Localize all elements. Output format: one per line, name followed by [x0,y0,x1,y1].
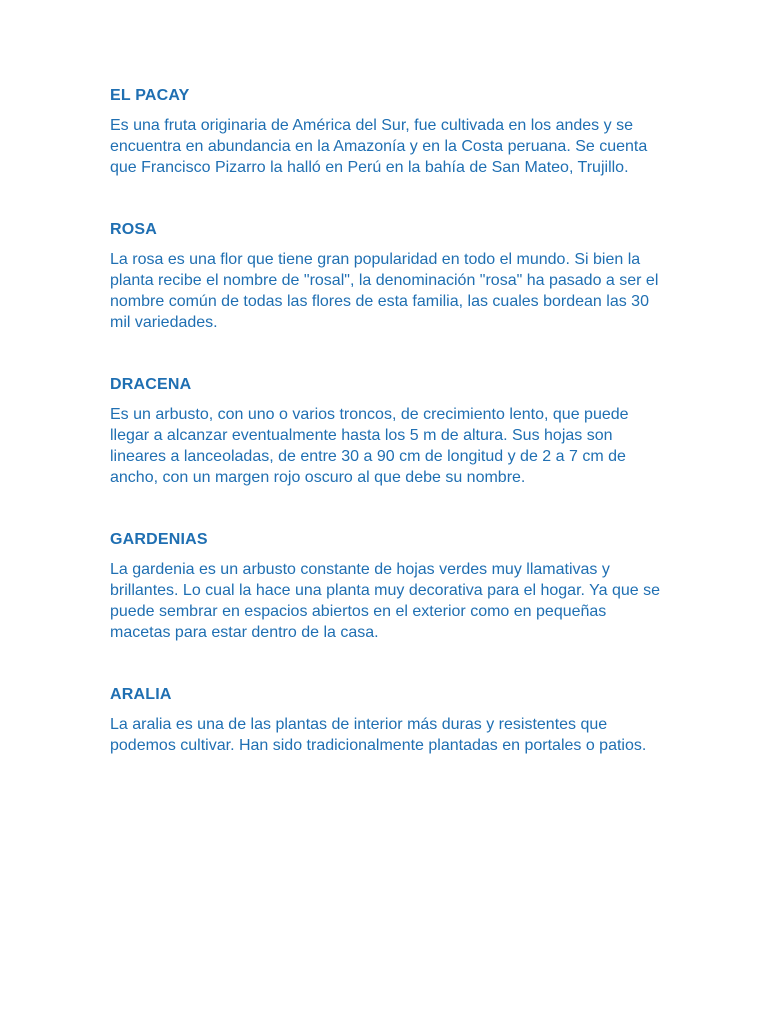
document-page [110,85,670,797]
section-title: EL PACAY [110,87,190,104]
section-title: GARDENIAS [110,531,208,548]
section-dracena [110,374,670,488]
section-aralia [110,684,670,756]
section-text: Es un arbusto, con uno o varios troncos, de crecimiento lento, que puede llegar a alcanzar eventualmente hasta los 5 m de altura. Sus hojas son lineares a lanceoladas, de entre 30 a 90 cm de longitud y de 2 a 7 cm de ancho, con un margen rojo oscuro al que debe su nombre. [110,406,629,486]
section-text: La rosa es una flor que tiene gran popularidad en todo el mundo. Si bien la planta recibe el nombre de "rosal", la denominación "rosa" ha pasado a ser el nombre común de todas las flores de esta familia, las cuales bordean las 30 mil variedades. [110,251,659,331]
section-text: La aralia es una de las plantas de interior más duras y resistentes que podemos cultivar. Han sido tradicionalmente plantadas en portales o patios. [110,716,647,754]
section-text: La gardenia es un arbusto constante de hojas verdes muy llamativas y brillantes. Lo cual la hace una planta muy decorativa para el hogar. Ya que se puede sembrar en espacios abiertos en el exterior como en pequeñas macetas para estar dentro de la casa. [110,561,660,641]
section-title: DRACENA [110,376,192,393]
section-text: Es una fruta originaria de América del Sur, fue cultivada en los andes y se encuentra en abundancia en la Amazonía y en la Costa peruana. Se cuenta que Francisco Pizarro la halló en Perú en la bahía de San Mateo, Trujillo. [110,117,648,176]
section-rosa [110,219,670,333]
section-el-pacay [110,85,670,178]
section-title: ROSA [110,221,158,238]
section-title: ARALIA [110,686,172,703]
section-gardenias [110,529,670,643]
